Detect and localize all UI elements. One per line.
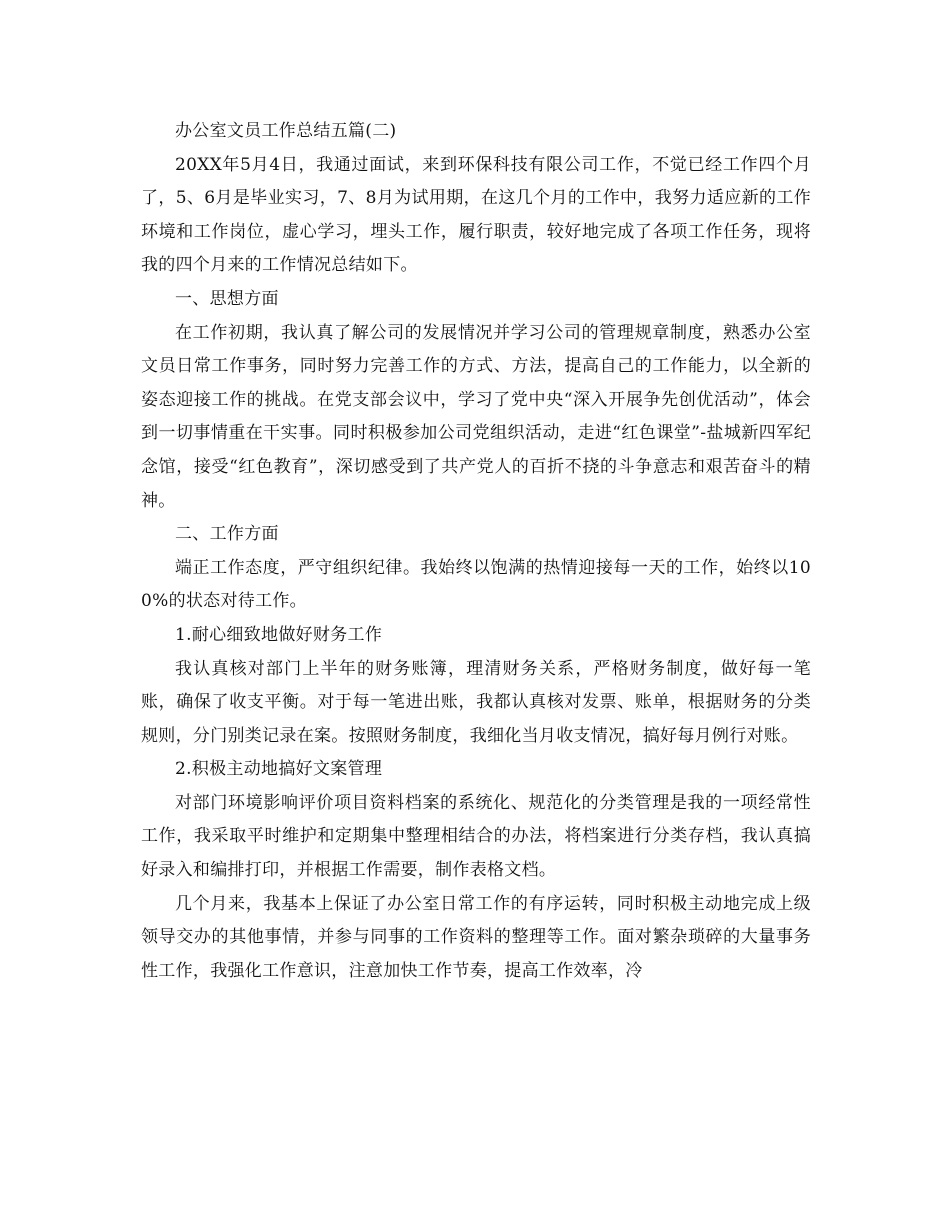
section-heading-thought: 一、思想方面 — [175, 288, 279, 309]
paragraph-finance: 我认真核对部门上半年的财务账簿，理清财务关系，严格财务制度，做好每一笔账，确保了收支平衡。对于每一笔进出账，我都认真核对发票、账单，根据财务的分类规则，分门别类记录在案。按照财务制度，我细化当月收支情况，搞好每月例行对账。 — [141, 658, 811, 746]
section-heading-work: 二、工作方面 — [175, 524, 279, 545]
subheading-documents: 2.积极主动地搞好文案管理 — [175, 759, 383, 780]
paragraph-thought: 在工作初期，我认真了解公司的发展情况并学习公司的管理规章制度，熟悉办公室文员日常工作事务，同时努力完善工作的方式、方法，提高自己的工作能力，以全新的姿态迎接工作的挑战。在党支部会议中，学习了党中央“深入开展争先创优活动”，体会到一切事情重在干实事。同时积极参加公司党组织活动，走进“红色课堂”-盐城新四军纪念馆，接受“红色教育”，深切感受到了共产党人的百折不挠的斗争意志和艰苦奋斗的精神。 — [141, 322, 811, 511]
subheading-finance: 1.耐心细致地做好财务工作 — [175, 624, 383, 645]
paragraph-documents: 对部门环境影响评价项目资料档案的系统化、规范化的分类管理是我的一项经常性工作，我采取平时维护和定期集中整理相结合的办法，将档案进行分类存档，我认真搞好录入和编排打印，并根据工作需要，制作表格文档。 — [141, 792, 811, 881]
paragraph-attitude: 端正工作态度，严守组织纪律。我始终以饱满的热情迎接每一天的工作，始终以100%的状态对待工作。 — [141, 557, 811, 612]
paragraph-summary: 几个月来，我基本上保证了办公室日常工作的有序运转，同时积极主动地完成上级领导交办的其他事情，并参与同事的工作资料的整理等工作。面对繁杂琐碎的大量事务性工作，我强化工作意识，注意加快工作节奏，提高工作效率，冷 — [141, 893, 811, 981]
document-title: 办公室文员工作总结五篇(二) — [175, 121, 397, 141]
document-page — [141, 115, 811, 988]
paragraph-intro: 20XX年5月4日，我通过面试，来到环保科技有限公司工作，不觉已经工作四个月了，5、6月是毕业实习，7、8月为试用期，在这几个月的工作中，我努力适应新的工作环境和工作岗位，虚心学习，埋头工作，履行职责，较好地完成了各项工作任务，现将我的四个月来的工作情况总结如下。 — [141, 154, 811, 276]
